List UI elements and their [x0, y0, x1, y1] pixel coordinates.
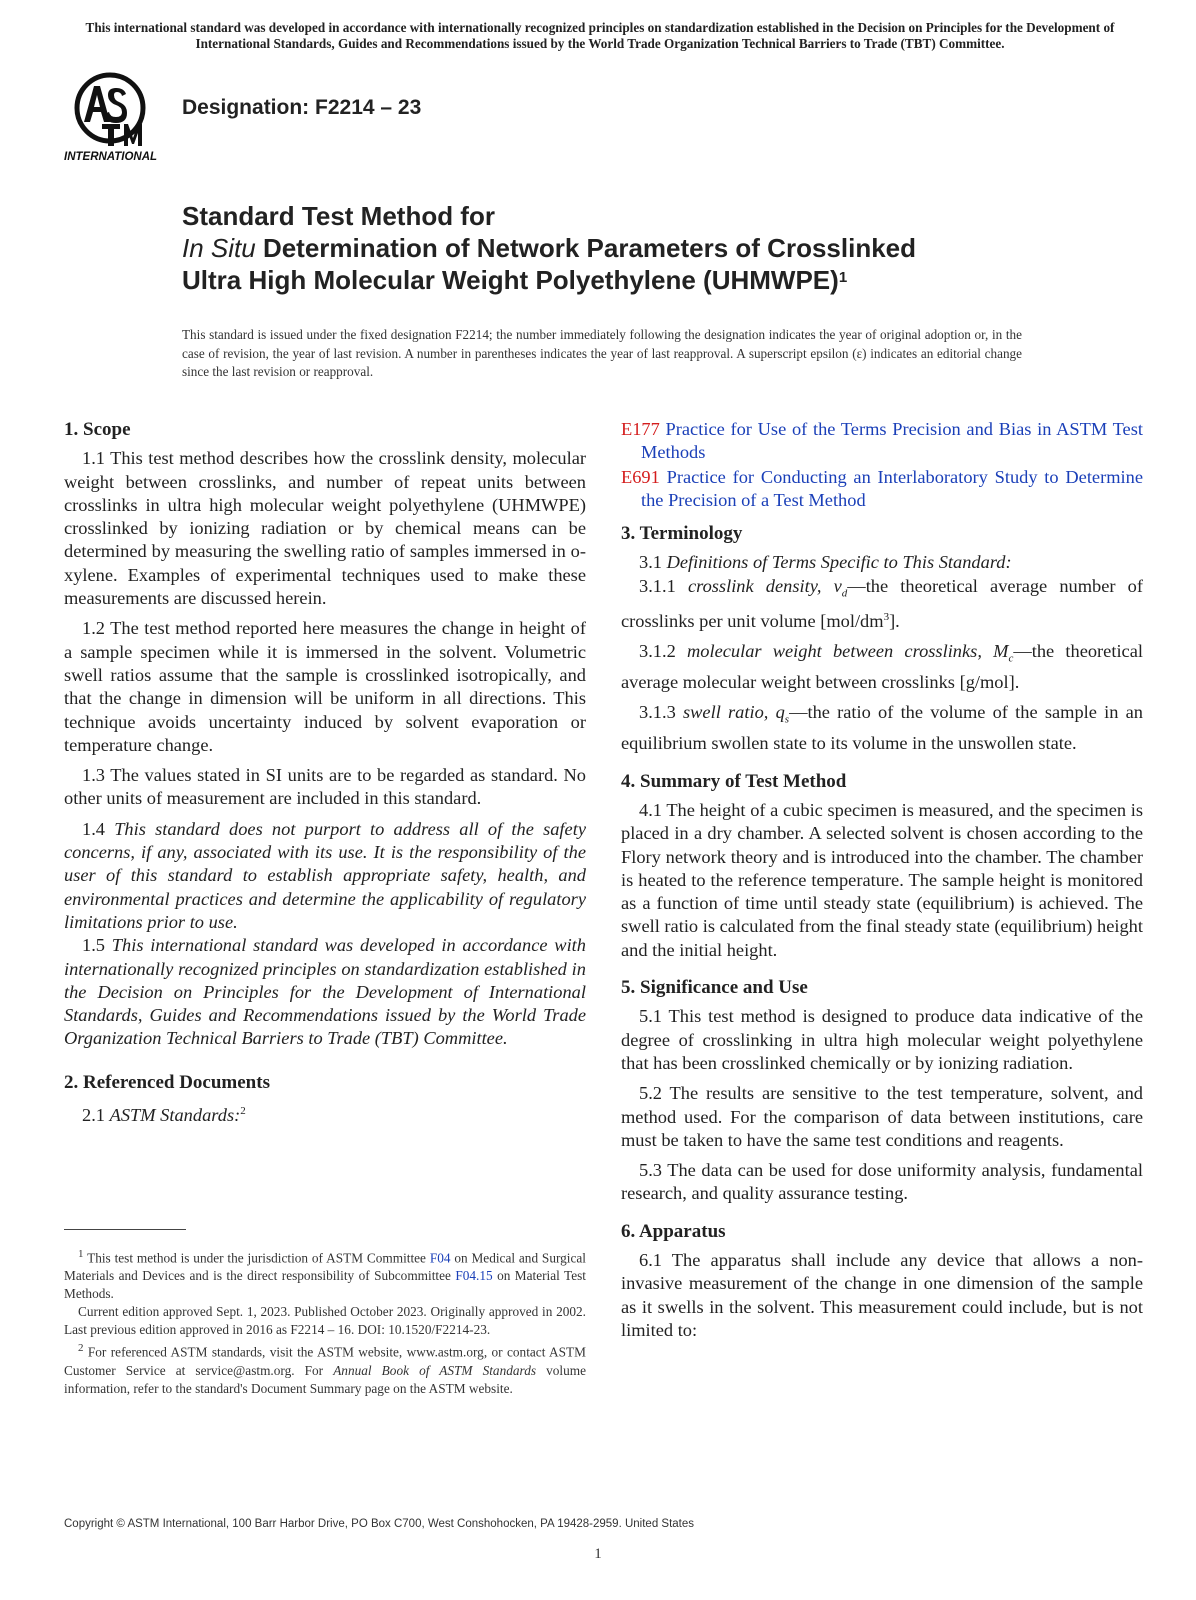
- ref-e177-code[interactable]: E177: [621, 419, 660, 439]
- para-1-4-text: This standard does not purport to address all of the safety concerns, if any, associated with its use. It is the responsibility of the user of this standard to establish appropriate safety, health, and environmental practices and determine the applicability of regulatory limitations prior to use.: [64, 818, 586, 932]
- ref-e691-title[interactable]: Practice for Conducting an Interlaboratory Study to Determine the Precision of a Test Method: [641, 466, 1143, 510]
- para-3-1-3-number: 3.1.3: [639, 702, 676, 723]
- heading-apparatus: 6. Apparatus: [621, 1220, 726, 1242]
- page-number: 1: [594, 1546, 602, 1562]
- designation: Designation: F2214 – 23: [182, 96, 422, 119]
- footnote-divider: [64, 1229, 186, 1230]
- ref-e177[interactable]: [621, 418, 1143, 465]
- para-1-5-text: This international standard was developed in accordance with internationally recognized principles on standardization established in the Decision on Principles for the Development of International Standards, Guides and Recommendations issued by the World Trade Organization Technical Barriers to Trade (TBT) Committee.: [64, 935, 586, 1049]
- footnote-1-text-c: on Material Test Methods.: [64, 1268, 586, 1302]
- para-2-1-text: ASTM Standards:: [109, 1105, 241, 1126]
- document-title: [182, 200, 916, 296]
- para-3-1-3: [621, 701, 1143, 755]
- issued-note: This standard is issued under the fixed designation F2214; the number immediately following the designation indicates the year of original adoption or, in the case of revision, the year of last revision. A number in parentheses indicates the year of last reapproval. A superscript epsilon (ε) indicates an editorial change since the last revision or reapproval.: [182, 327, 1022, 379]
- committee-link[interactable]: F04: [429, 1250, 451, 1266]
- para-2-1: [64, 1100, 586, 1127]
- para-1-2: 1.2 The test method reported here measures the change in height of a sample specimen while it is immersed in the solvent. Volumetric swell ratios assume that the sample is crosslinked isotropically, and that the change in dimension will be uniform in all directions. This technique avoids uncertainty induced by solvent evaporation or temperature change.: [64, 618, 586, 755]
- title-line-3: [182, 264, 916, 296]
- para-1-4: [64, 818, 586, 934]
- term-swell-ratio: swell ratio, q: [683, 702, 785, 723]
- para-1-1: 1.1 This test method describes how the crosslink density, molecular weight between crosslinks, and number of repeat units between crosslinks in ultra high molecular weight polyethylene (UHMWPE) crosslinked by ionizing radiation or by chemical means can be determined by measuring the swelling ratio of samples immersed in o-xylene. Examples of experimental techniques used to make these measurements are discussed herein.: [64, 448, 586, 609]
- para-2-1-number: 2.1: [82, 1105, 105, 1126]
- para-1-4-number: 1.4: [82, 818, 105, 839]
- def-molecular-weight: —the theoretical average molecular weight between crosslinks [g/mol].: [621, 641, 1143, 693]
- left-column: [64, 418, 586, 1134]
- footnote-1-mark: 1: [78, 1248, 84, 1260]
- footnote-1: [64, 1245, 586, 1303]
- footnote-2-text-b: volume information, refer to the standard's Document Summary page on the ASTM website.: [64, 1362, 586, 1396]
- def-crosslink-density-end: ].: [889, 610, 900, 631]
- para-3-1-1-number: 3.1.1: [639, 575, 676, 596]
- para-3-1-1: [621, 575, 1143, 633]
- wto-notice: This international standard was developed in accordance with internationally recognized principles on standardization established in the Decision on Principles for the Development of International Standards, Guides and Recommendations issued by the World Trade Organization Technical Barriers to Trade (TBT) Committee.: [85, 20, 1115, 51]
- para-5-3: 5.3 The data can be used for dose uniformity analysis, fundamental research, and quality assurance testing.: [621, 1160, 1143, 1204]
- para-3-1-2: [621, 640, 1143, 694]
- term-crosslink-density-sub: d: [841, 587, 848, 600]
- title-line-1: Standard Test Method for: [182, 201, 495, 231]
- title-italic: In Situ: [182, 233, 256, 263]
- heading-significance: 5. Significance and Use: [621, 977, 808, 999]
- footnote-2-italic: Annual Book of ASTM Standards: [333, 1362, 537, 1378]
- footnote-2: [64, 1339, 586, 1397]
- title-line-3-text: Ultra High Molecular Weight Polyethylene (UHMWPE): [182, 265, 839, 295]
- title-line-2-rest: Determination of Network Parameters of Crosslinked: [255, 233, 917, 263]
- para-3-1-number: 3.1: [639, 552, 662, 573]
- astm-logo: [64, 72, 174, 164]
- copyright: Copyright © ASTM International, 100 Barr Harbor Drive, PO Box C700, West Conshohocken, PA 19428-2959. United States: [64, 1518, 695, 1530]
- para-1-5: [64, 934, 586, 1050]
- title-line-2: [182, 232, 916, 264]
- footnotes: [64, 1245, 586, 1398]
- footnote-1-text-b: on Medical and Surgical Materials and Devices and is the direct responsibility of Subcommittee: [64, 1250, 586, 1284]
- ref-e177-title[interactable]: Practice for Use of the Terms Precision and Bias in ASTM Test Methods: [641, 419, 1143, 463]
- subcommittee-link[interactable]: F04.15: [455, 1268, 493, 1284]
- para-5-2: 5.2 The results are sensitive to the test temperature, solvent, and method used. For the comparison of data between institutions, care must be taken to have the same test conditions and reagents.: [621, 1083, 1143, 1150]
- para-6-1: 6.1 The apparatus shall include any device that allows a non-invasive measurement of the change in one dimension of the sample as it swells in the solvent. This measurement could include, but is not limited to:: [621, 1250, 1143, 1340]
- para-1-3: 1.3 The values stated in SI units are to be regarded as standard. No other units of measurement are included in this standard.: [64, 765, 586, 809]
- heading-summary: 4. Summary of Test Method: [621, 770, 847, 792]
- footnote-1-text-a: This test method is under the jurisdiction of ASTM Committee: [83, 1250, 430, 1266]
- term-molecular-weight: molecular weight between crosslinks, M: [686, 641, 1009, 662]
- heading-terminology: 3. Terminology: [621, 523, 743, 545]
- term-crosslink-density: crosslink density, v: [687, 575, 842, 596]
- para-4-1: 4.1 The height of a cubic specimen is measured, and the specimen is placed in a dry chamber. A selected solvent is chosen according to the Flory network theory and is introduced into the chamber. The chamber is heated to the reference temperature. The sample height is monitored as a function of time until steady state (equilibrium) is achieved. The swell ratio is calculated from the final steady state (equilibrium) height and the initial height.: [621, 800, 1143, 960]
- term-molecular-weight-sub: c: [1008, 652, 1014, 665]
- heading-scope: 1. Scope: [64, 419, 131, 440]
- astm-logo-icon: [64, 72, 174, 164]
- logo-text: INTERNATIONAL: [64, 151, 158, 163]
- term-swell-ratio-sub: s: [784, 714, 790, 727]
- ref-e691-code[interactable]: E691: [621, 466, 660, 487]
- para-3-1-2-number: 3.1.2: [639, 641, 676, 662]
- edition-note: Current edition approved Sept. 1, 2023. Published October 2023. Originally approved in 2002. Last previous edition approved in 2016 as F2214 – 16. DOI: 10.1520/F2214-23.: [64, 1304, 586, 1338]
- footnote-2-number: 2: [78, 1342, 84, 1355]
- right-column: [621, 418, 1143, 1349]
- def-swell-ratio: —the ratio of the volume of the sample in an equilibrium swollen state to its volume in the unswollen state.: [621, 702, 1143, 754]
- footnote-2-mark[interactable]: 2: [240, 1105, 246, 1118]
- title-footnote-mark[interactable]: 1: [838, 269, 848, 286]
- def-crosslink-density-sup: 3: [883, 610, 890, 623]
- def-crosslink-density: —the theoretical average number of crosslinks per unit volume [mol/dm: [621, 575, 1143, 631]
- footnote-2-text-a: For referenced ASTM standards, visit the ASTM website, www.astm.org, or contact ASTM Customer Service at service@astm.org. For: [64, 1344, 586, 1378]
- para-5-1: 5.1 This test method is designed to produce data indicative of the degree of crosslinking in ultra high molecular weight polyethylene that has been crosslinked chemically or by ionizing radiation.: [621, 1006, 1143, 1073]
- heading-referenced-documents: 2. Referenced Documents: [64, 1071, 270, 1093]
- para-1-5-number: 1.5: [82, 935, 105, 956]
- para-3-1: [621, 551, 1143, 574]
- ref-e691[interactable]: [621, 466, 1143, 513]
- para-3-1-text: Definitions of Terms Specific to This Standard:: [666, 552, 1012, 573]
